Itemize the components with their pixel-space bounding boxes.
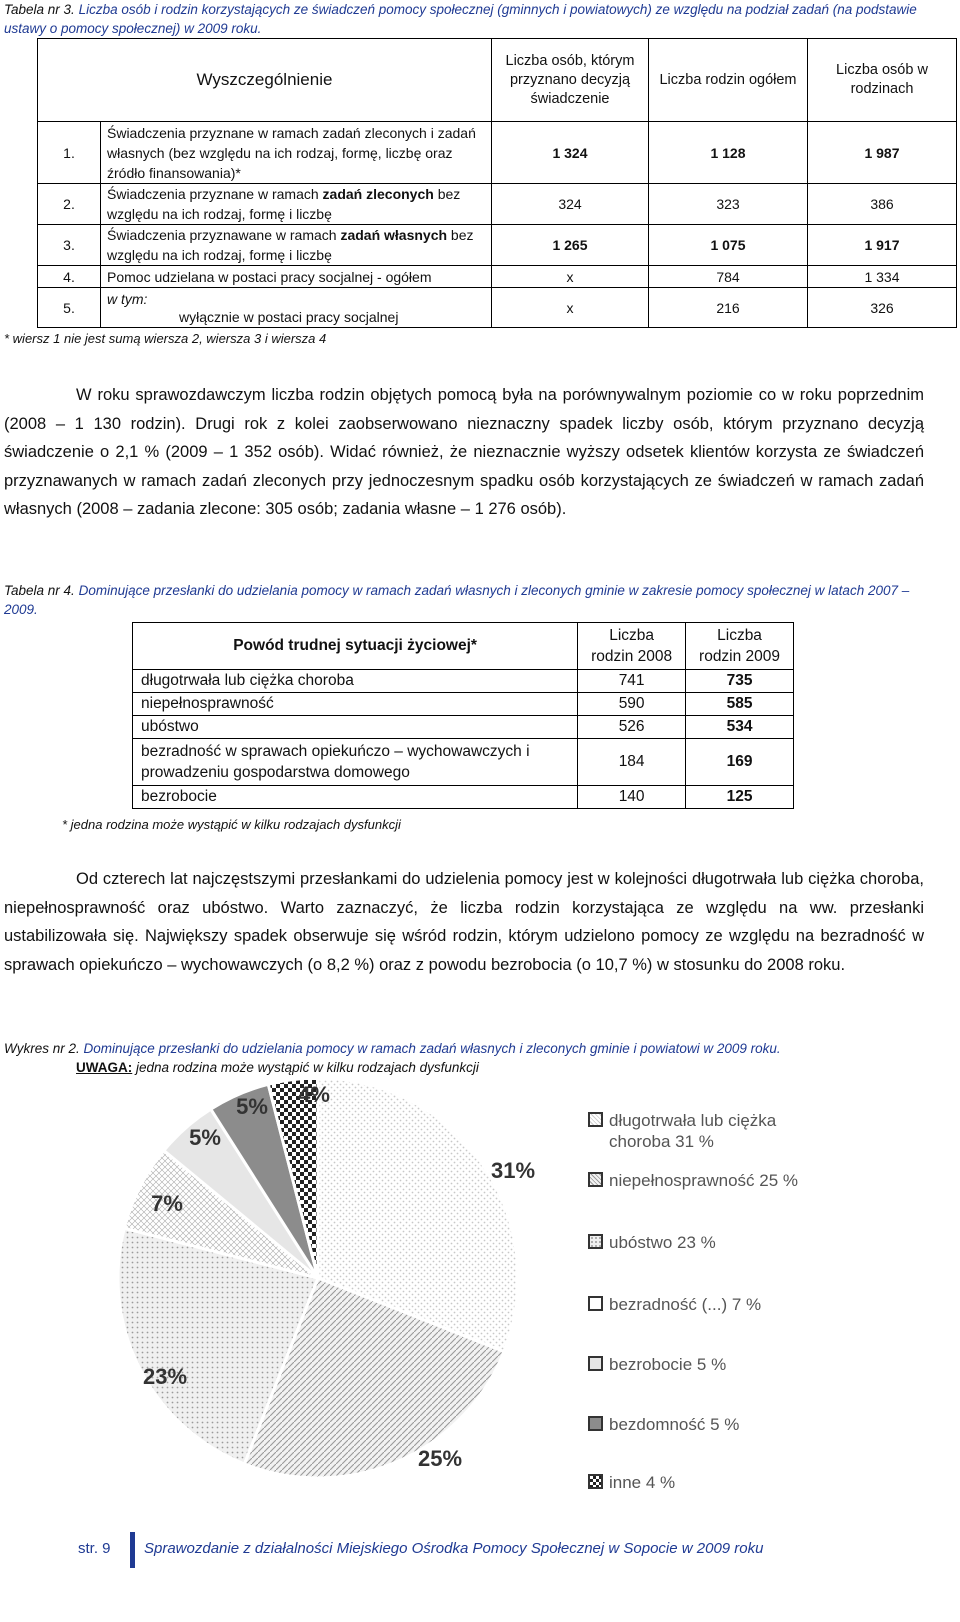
legend-swatch [588, 1296, 603, 1311]
cell-value: 1 917 [808, 225, 957, 266]
header-col2: Liczba rodzin ogółem [649, 39, 808, 122]
row-label-tym: w tym: [107, 290, 148, 307]
row-num: 2. [38, 184, 101, 225]
legend-label: bezradność (...) 7 % [609, 1295, 762, 1314]
value-2008: 526 [578, 716, 686, 739]
table4-caption-lead: Tabela nr 4. [4, 583, 75, 598]
row-label-part: Świadczenia przyznawane w ramach [107, 227, 341, 243]
table3-caption-text: Liczba osób i rodzin korzystających ze świadczeń pomocy społecznej (gminnych i powiatowych) ze względu na podział zadań (na podstawie ustawy o pomocy społecznej) w 2009 roku. [4, 2, 917, 36]
row-label: Pomoc udzielana w postaci pracy socjalnej - ogółem [101, 266, 492, 288]
value-2008: 140 [578, 786, 686, 809]
chart-caption-text: Dominujące przesłanki do udzielania pomocy w ramach zadań własnych i zleconych gminie i powiatowi w 2009 roku. [83, 1041, 781, 1056]
legend-item-bezradnosc [588, 1294, 761, 1315]
row-label-part: Świadczenia przyznane w ramach [107, 186, 323, 202]
value-2008: 741 [578, 670, 686, 693]
reason-cell: niepełnosprawność [133, 693, 578, 716]
reason-cell: długotrwała lub ciężka choroba [133, 670, 578, 693]
legend-label: choroba 31 % [609, 1132, 714, 1151]
footer-divider [130, 1532, 135, 1568]
header-col1: Liczba osób, którym przyznano decyzją świadczenie [492, 39, 649, 122]
slice-label: 25% [417, 1446, 463, 1471]
cell-value: 386 [808, 184, 957, 225]
table3-caption [4, 0, 934, 38]
legend-swatch [588, 1172, 603, 1187]
cell-value: 326 [808, 288, 957, 328]
cell-value: 1 128 [649, 122, 808, 184]
value-2009: 735 [686, 670, 794, 693]
legend-item-bezrobocie [588, 1354, 726, 1375]
row-label-part: wyłącznie w postaci pracy socjalnej [179, 308, 399, 325]
legend-swatch [588, 1356, 603, 1371]
cell-value: 1 987 [808, 122, 957, 184]
legend-label: niepełnosprawność 25 % [609, 1171, 799, 1190]
legend-item-ubostwo [588, 1232, 716, 1253]
row-num: 1. [38, 122, 101, 184]
value-2009: 534 [686, 716, 794, 739]
table4 [132, 622, 794, 809]
chart-note-text: jedna rodzina może wystąpić w kilku rodzajach dysfunkcji [136, 1060, 479, 1075]
paragraph-1 [4, 381, 924, 524]
row-label [101, 225, 492, 266]
chart-note-lead: UWAGA: [76, 1060, 133, 1075]
paragraph-1-text: W roku sprawozdawczym liczba rodzin objętych pomocą była na porównywalnym poziomie co w roku poprzednim (2008 – 1 130 rodzin). Drugi rok z kolei zaobserwowano nieznaczny spadek liczby osób, którym przyznano decyzją świadczenie o 2,1 % (2009 – 1 352 osób). Widać również, że nieznacznie wyższy odsetek klientów korzysta ze świadczeń przyznawanych w ramach zadań zleconych przy jednoczesnym spadku osób korzystających ze świadczeń w ramach zadań własnych (2008 – zadania zlecone: 305 osób; zadania własne – 1 276 osób). [4, 386, 924, 519]
reason-cell: ubóstwo [133, 716, 578, 739]
table4-caption [4, 581, 934, 619]
slice-label: 5% [236, 1094, 268, 1119]
value-2009: 125 [686, 786, 794, 809]
slice-label: 5% [189, 1125, 221, 1150]
table-row [133, 693, 794, 716]
header-2009: Liczba rodzin 2009 [686, 623, 794, 670]
paragraph-2 [4, 865, 924, 979]
row-num: 4. [38, 266, 101, 288]
slice-label: 23% [142, 1364, 188, 1389]
row-label-part: bez względu na ich rodzaj, formę i liczbę [107, 227, 474, 263]
legend-swatch [588, 1416, 603, 1431]
row-label-bold: zadań własnych [340, 227, 448, 243]
row-label: Świadczenia przyznane w ramach zadań zleconych i zadań własnych (bez względu na ich rodzaj, formę, liczbę oraz źródło finansowania)* [101, 122, 492, 184]
row-label-bold: zadań zleconych [322, 186, 434, 202]
legend-label: bezrobocie 5 % [609, 1355, 727, 1374]
header-col3: Liczba osób w rodzinach [808, 39, 957, 122]
paragraph-2-text: Od czterech lat najczęstszymi przesłankami do udzielenia pomocy jest w kolejności długotrwała lub ciężka choroba, niepełnosprawność oraz ubóstwo. Warto zaznaczyć, że liczba rodzin korzystająca ze względu na ww. przesłanki ustabilizowała się. Największy spadek obserwuje się wśród rodzin, którym udzielono pomocy ze względu na bezradność w sprawach opiekuńczo – wychowawczych (o 8,2 %) oraz z powodu bezrobocia (o 10,7 %) w stosunku do 2008 roku. [4, 870, 924, 974]
page-number: str. 9 [78, 1540, 111, 1557]
cell-value: x [492, 266, 649, 288]
cell-value: x [492, 288, 649, 328]
legend-label: ubóstwo 23 % [609, 1233, 716, 1252]
footer-text: Sprawozdanie z działalności Miejskiego Ośrodka Pomocy Społecznej w Sopocie w 2009 roku [144, 1540, 764, 1557]
slice-label: 4% [298, 1082, 330, 1107]
table-row [133, 716, 794, 739]
value-2009: 169 [686, 739, 794, 786]
header-2008: Liczba rodzin 2008 [578, 623, 686, 670]
table-row [38, 266, 957, 288]
legend-item-choroba [588, 1110, 776, 1152]
legend-label: długotrwała lub ciężka [609, 1111, 777, 1130]
legend-item-niepelnosprawnosc [588, 1170, 798, 1191]
table-row [38, 225, 957, 266]
value-2008: 184 [578, 739, 686, 786]
table4-footnote: * jedna rodzina może wystąpić w kilku rodzajach dysfunkcji [62, 817, 401, 832]
table3 [37, 38, 957, 328]
chart-caption-lead: Wykres nr 2. [4, 1041, 80, 1056]
chart-caption [4, 1039, 934, 1058]
legend-swatch [588, 1474, 603, 1489]
reason-cell: bezradność w sprawach opiekuńczo – wychowawczych i prowadzeniu gospodarstwa domowego [133, 739, 578, 786]
table-row [133, 739, 794, 786]
cell-value: 784 [649, 266, 808, 288]
legend-swatch [588, 1234, 603, 1249]
table-row [38, 288, 957, 328]
row-label [101, 184, 492, 225]
value-2008: 590 [578, 693, 686, 716]
row-num: 5. [38, 288, 101, 328]
legend-item-inne [588, 1472, 675, 1493]
table-row [133, 786, 794, 809]
slice-label: 7% [151, 1191, 183, 1216]
cell-value: 324 [492, 184, 649, 225]
table-row [133, 670, 794, 693]
value-2009: 585 [686, 693, 794, 716]
legend-label: inne 4 % [609, 1473, 676, 1492]
cell-value: 216 [649, 288, 808, 328]
cell-value: 1 324 [492, 122, 649, 184]
reason-cell: bezrobocie [133, 786, 578, 809]
slice-label: 31% [490, 1158, 536, 1183]
cell-value: 323 [649, 184, 808, 225]
legend-item-bezdomnosc [588, 1414, 739, 1435]
cell-value: 1 334 [808, 266, 957, 288]
table3-caption-lead: Tabela nr 3. [4, 2, 75, 17]
table3-footnote: * wiersz 1 nie jest sumą wiersza 2, wiersza 3 i wiersza 4 [4, 331, 327, 346]
table-row [38, 184, 957, 225]
row-label [101, 288, 492, 328]
chart-note [76, 1058, 479, 1077]
pie-chart [0, 1080, 600, 1500]
legend-label: bezdomność 5 % [609, 1415, 740, 1434]
header-reason: Powód trudnej sytuacji życiowej* [133, 623, 578, 670]
table4-caption-text: Dominujące przesłanki do udzielania pomocy w ramach zadań własnych i zleconych gminie w zakresie pomocy społecznej w latach 2007 – 2009. [4, 583, 910, 617]
row-num: 3. [38, 225, 101, 266]
cell-value: 1 075 [649, 225, 808, 266]
row-label-part: bez względu na ich rodzaj, formę i liczbę [107, 186, 461, 222]
cell-value: 1 265 [492, 225, 649, 266]
table-row [38, 122, 957, 184]
header-spec: Wyszczególnienie [38, 39, 492, 122]
legend-swatch [588, 1112, 603, 1127]
